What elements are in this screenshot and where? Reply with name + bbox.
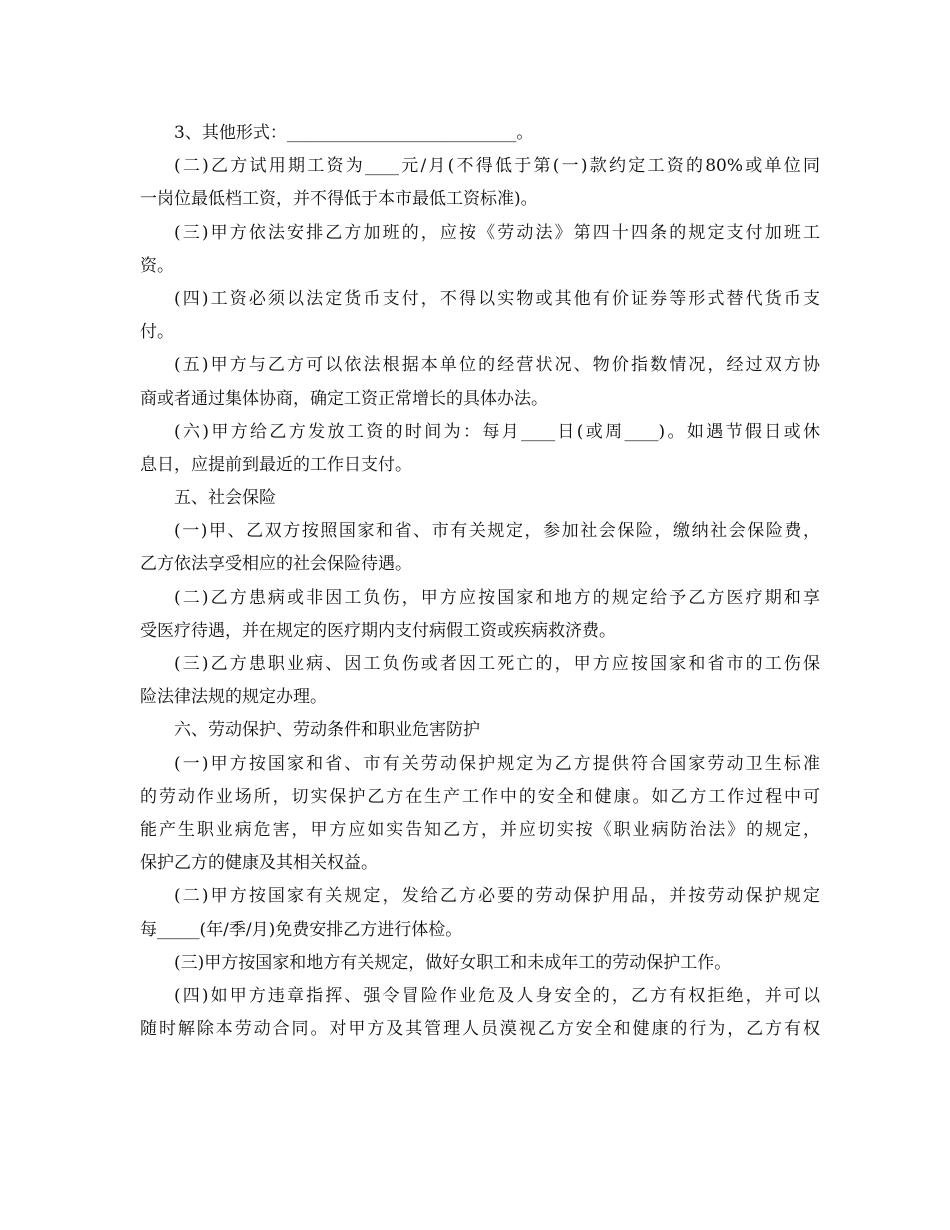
text-line: 3、其他形式：___________________________。: [174, 123, 534, 143]
text-line: (二)乙方试用期工资为____元/月(不得低于第(一)款约定工资的80%或单位同: [174, 156, 820, 177]
text-line: (四)工资必须以法定货币支付，不得以实物或其他有价证券等形式替代货币支: [174, 288, 820, 309]
text-line: 乙方依法享受相应的社会保险待遇。: [140, 554, 412, 575]
text-line: 每_____(年/季/月)免费安排乙方进行体检。: [140, 919, 463, 940]
text-line: 六、劳动保护、劳动条件和职业危害防护: [174, 720, 480, 741]
text-line: (三)甲方按国家和地方有关规定，做好女职工和未成年工的劳动保护工作。: [174, 952, 732, 973]
text-line: 受医疗待遇，并在规定的医疗期内支付病假工资或疾病救济费。: [140, 620, 616, 641]
text-line: 息日，应提前到最近的工作日支付。: [140, 454, 412, 475]
text-line: 商或者通过集体协商，确定工资正常增长的具体办法。: [140, 388, 548, 409]
text-line: (三)乙方患职业病、因工负伤或者因工死亡的，甲方应按国家和省市的工伤保: [174, 654, 820, 674]
text-line: 付。: [140, 322, 174, 343]
text-line: 能产生职业病危害，甲方应如实告知乙方，并应切实按《职业病防治法》的规定，: [140, 819, 820, 840]
text-line: 随时解除本劳动合同。对甲方及其管理人员漠视乙方安全和健康的行为，乙方有权: [140, 1019, 820, 1040]
text-line: 资。: [140, 255, 174, 276]
document-body: [140, 117, 820, 1046]
text-line: (一)甲、乙双方按照国家和省、市有关规定，参加社会保险，缴纳社会保险费，: [174, 521, 820, 542]
text-line: 一岗位最低档工资，并不得低于本市最低工资标准)。: [140, 189, 538, 210]
text-line: 保护乙方的健康及其相关权益。: [140, 853, 378, 874]
text-line: (五)甲方与乙方可以依法根据本单位的经营状况、物价指数情况，经过双方协: [174, 355, 820, 376]
text-line: (一)甲方按国家和省、市有关劳动保护规定为乙方提供符合国家劳动卫生标准: [174, 753, 820, 774]
text-line: (二)乙方患病或非因工负伤，甲方应按国家和地方的规定给予乙方医疗期和享: [174, 587, 820, 608]
text-line: (四)如甲方违章指挥、强令冒险作业危及人身安全的，乙方有权拒绝，并可以: [174, 985, 820, 1006]
text-line: 五、社会保险: [174, 488, 276, 509]
text-line: (三)甲方依法安排乙方加班的，应按《劳动法》第四十四条的规定支付加班工: [174, 222, 820, 243]
text-line: 的劳动作业场所，切实保护乙方在生产工作中的安全和健康。如乙方工作过程中可: [140, 786, 820, 807]
text-line: (二)甲方按国家有关规定，发给乙方必要的劳动保护用品，并按劳动保护规定: [174, 886, 820, 907]
text-line: 险法律法规的规定办理。: [140, 687, 327, 708]
text-line: (六)甲方给乙方发放工资的时间为：每月____日(或周____)。如遇节假日或休: [174, 421, 820, 442]
